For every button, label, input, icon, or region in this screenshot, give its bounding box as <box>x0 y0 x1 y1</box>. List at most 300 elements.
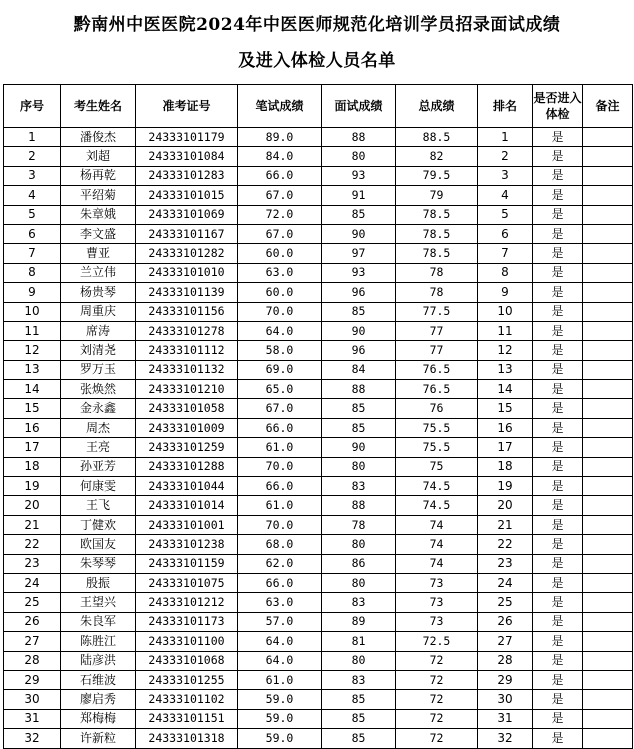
cell-rank: 5 <box>478 205 533 224</box>
table-row <box>4 709 633 728</box>
cell-medical-exam: 是 <box>533 670 583 689</box>
cell-rank: 9 <box>478 283 533 302</box>
cell-written-score: 66.0 <box>238 166 322 185</box>
cell-index: 30 <box>4 690 61 709</box>
table-row <box>4 263 633 282</box>
cell-exam-id: 24333101069 <box>136 205 238 224</box>
cell-interview-score: 80 <box>322 651 396 670</box>
table-row <box>4 224 633 243</box>
cell-remarks <box>583 496 633 515</box>
cell-exam-id: 24333101001 <box>136 515 238 534</box>
cell-rank: 22 <box>478 535 533 554</box>
cell-index: 17 <box>4 438 61 457</box>
cell-name: 平绍菊 <box>61 186 136 205</box>
cell-medical-exam: 是 <box>533 535 583 554</box>
cell-written-score: 66.0 <box>238 418 322 437</box>
cell-medical-exam: 是 <box>533 438 583 457</box>
cell-rank: 8 <box>478 263 533 282</box>
cell-index: 27 <box>4 632 61 651</box>
cell-name: 许新粒 <box>61 729 136 748</box>
cell-exam-id: 24333101084 <box>136 147 238 166</box>
cell-name: 丁健欢 <box>61 515 136 534</box>
cell-name: 朱章娥 <box>61 205 136 224</box>
cell-interview-score: 93 <box>322 166 396 185</box>
cell-index: 13 <box>4 360 61 379</box>
results-table <box>3 84 633 749</box>
cell-interview-score: 90 <box>322 321 396 340</box>
cell-written-score: 63.0 <box>238 263 322 282</box>
cell-medical-exam: 是 <box>533 515 583 534</box>
cell-remarks <box>583 438 633 457</box>
cell-rank: 13 <box>478 360 533 379</box>
cell-medical-exam: 是 <box>533 205 583 224</box>
cell-index: 28 <box>4 651 61 670</box>
cell-exam-id: 24333101100 <box>136 632 238 651</box>
cell-written-score: 68.0 <box>238 535 322 554</box>
cell-medical-exam: 是 <box>533 593 583 612</box>
cell-written-score: 61.0 <box>238 496 322 515</box>
table-row <box>4 186 633 205</box>
cell-rank: 7 <box>478 244 533 263</box>
cell-remarks <box>583 128 633 147</box>
cell-exam-id: 24333101278 <box>136 321 238 340</box>
cell-written-score: 64.0 <box>238 651 322 670</box>
cell-name: 孙亚芳 <box>61 457 136 476</box>
cell-total-score: 78 <box>396 263 478 282</box>
table-row <box>4 418 633 437</box>
cell-total-score: 76.5 <box>396 380 478 399</box>
cell-total-score: 82 <box>396 147 478 166</box>
cell-rank: 27 <box>478 632 533 651</box>
table-row <box>4 283 633 302</box>
table-row <box>4 670 633 689</box>
cell-interview-score: 90 <box>322 438 396 457</box>
cell-rank: 26 <box>478 612 533 631</box>
cell-remarks <box>583 418 633 437</box>
cell-total-score: 76 <box>396 399 478 418</box>
cell-interview-score: 96 <box>322 283 396 302</box>
cell-medical-exam: 是 <box>533 457 583 476</box>
cell-medical-exam: 是 <box>533 651 583 670</box>
table-row <box>4 360 633 379</box>
cell-rank: 16 <box>478 418 533 437</box>
cell-total-score: 72.5 <box>396 632 478 651</box>
table-row <box>4 612 633 631</box>
table-row <box>4 244 633 263</box>
cell-rank: 25 <box>478 593 533 612</box>
cell-written-score: 57.0 <box>238 612 322 631</box>
cell-index: 20 <box>4 496 61 515</box>
cell-index: 1 <box>4 128 61 147</box>
cell-name: 兰立伟 <box>61 263 136 282</box>
table-row <box>4 302 633 321</box>
cell-name: 陈胜江 <box>61 632 136 651</box>
cell-remarks <box>583 399 633 418</box>
cell-written-score: 60.0 <box>238 283 322 302</box>
cell-index: 25 <box>4 593 61 612</box>
cell-written-score: 61.0 <box>238 438 322 457</box>
cell-interview-score: 85 <box>322 302 396 321</box>
cell-written-score: 59.0 <box>238 709 322 728</box>
cell-index: 5 <box>4 205 61 224</box>
table-row <box>4 166 633 185</box>
cell-exam-id: 24333101151 <box>136 709 238 728</box>
cell-medical-exam: 是 <box>533 244 583 263</box>
cell-remarks <box>583 380 633 399</box>
cell-rank: 6 <box>478 224 533 243</box>
cell-interview-score: 83 <box>322 670 396 689</box>
cell-name: 杨再乾 <box>61 166 136 185</box>
cell-exam-id: 24333101167 <box>136 224 238 243</box>
cell-index: 7 <box>4 244 61 263</box>
page-subtitle: 及进入体检人员名单 <box>238 51 396 71</box>
cell-rank: 17 <box>478 438 533 457</box>
cell-name: 何康雯 <box>61 477 136 496</box>
cell-exam-id: 24333101058 <box>136 399 238 418</box>
table-body <box>4 128 633 749</box>
cell-index: 23 <box>4 554 61 573</box>
cell-interview-score: 80 <box>322 457 396 476</box>
cell-total-score: 77 <box>396 341 478 360</box>
cell-exam-id: 24333101068 <box>136 651 238 670</box>
cell-name: 郑梅梅 <box>61 709 136 728</box>
cell-remarks <box>583 147 633 166</box>
cell-remarks <box>583 302 633 321</box>
cell-rank: 4 <box>478 186 533 205</box>
cell-total-score: 88.5 <box>396 128 478 147</box>
cell-rank: 12 <box>478 341 533 360</box>
cell-index: 16 <box>4 418 61 437</box>
cell-written-score: 69.0 <box>238 360 322 379</box>
table-row <box>4 477 633 496</box>
cell-interview-score: 81 <box>322 632 396 651</box>
cell-written-score: 66.0 <box>238 573 322 592</box>
cell-total-score: 74 <box>396 554 478 573</box>
cell-interview-score: 83 <box>322 593 396 612</box>
cell-written-score: 67.0 <box>238 224 322 243</box>
cell-medical-exam: 是 <box>533 612 583 631</box>
table-row <box>4 690 633 709</box>
cell-total-score: 73 <box>396 593 478 612</box>
cell-name: 周杰 <box>61 418 136 437</box>
page-title: 黔南州中医医院2024年中医医师规范化培训学员招录面试成绩 <box>73 15 561 35</box>
cell-interview-score: 90 <box>322 224 396 243</box>
cell-exam-id: 24333101318 <box>136 729 238 748</box>
cell-interview-score: 80 <box>322 535 396 554</box>
cell-name: 王望兴 <box>61 593 136 612</box>
col-header-remarks: 备注 <box>583 85 633 128</box>
cell-interview-score: 97 <box>322 244 396 263</box>
cell-interview-score: 85 <box>322 205 396 224</box>
cell-rank: 23 <box>478 554 533 573</box>
cell-interview-score: 85 <box>322 729 396 748</box>
cell-medical-exam: 是 <box>533 341 583 360</box>
cell-exam-id: 24333101009 <box>136 418 238 437</box>
cell-interview-score: 85 <box>322 709 396 728</box>
cell-written-score: 63.0 <box>238 593 322 612</box>
col-header-medical-exam: 是否进入体检 <box>533 85 583 128</box>
cell-written-score: 67.0 <box>238 399 322 418</box>
cell-name: 陆彦洪 <box>61 651 136 670</box>
cell-total-score: 78.5 <box>396 224 478 243</box>
cell-written-score: 65.0 <box>238 380 322 399</box>
cell-name: 刘清尧 <box>61 341 136 360</box>
cell-rank: 21 <box>478 515 533 534</box>
table-row <box>4 535 633 554</box>
cell-name: 欧国友 <box>61 535 136 554</box>
cell-written-score: 60.0 <box>238 244 322 263</box>
cell-remarks <box>583 477 633 496</box>
cell-written-score: 64.0 <box>238 321 322 340</box>
cell-exam-id: 24333101014 <box>136 496 238 515</box>
cell-remarks <box>583 244 633 263</box>
cell-exam-id: 24333101156 <box>136 302 238 321</box>
cell-written-score: 66.0 <box>238 477 322 496</box>
cell-exam-id: 24333101044 <box>136 477 238 496</box>
cell-written-score: 84.0 <box>238 147 322 166</box>
cell-rank: 14 <box>478 380 533 399</box>
cell-remarks <box>583 341 633 360</box>
cell-remarks <box>583 612 633 631</box>
cell-interview-score: 88 <box>322 128 396 147</box>
cell-interview-score: 88 <box>322 380 396 399</box>
cell-index: 3 <box>4 166 61 185</box>
table-row <box>4 632 633 651</box>
cell-index: 2 <box>4 147 61 166</box>
cell-remarks <box>583 360 633 379</box>
col-header-total-score: 总成绩 <box>396 85 478 128</box>
cell-interview-score: 91 <box>322 186 396 205</box>
cell-medical-exam: 是 <box>533 554 583 573</box>
cell-name: 席涛 <box>61 321 136 340</box>
cell-written-score: 59.0 <box>238 690 322 709</box>
cell-medical-exam: 是 <box>533 128 583 147</box>
cell-interview-score: 88 <box>322 496 396 515</box>
table-row <box>4 205 633 224</box>
cell-rank: 29 <box>478 670 533 689</box>
cell-medical-exam: 是 <box>533 380 583 399</box>
cell-total-score: 72 <box>396 709 478 728</box>
cell-index: 29 <box>4 670 61 689</box>
cell-exam-id: 24333101255 <box>136 670 238 689</box>
cell-exam-id: 24333101010 <box>136 263 238 282</box>
cell-name: 李文盛 <box>61 224 136 243</box>
cell-total-score: 74.5 <box>396 496 478 515</box>
cell-total-score: 74.5 <box>396 477 478 496</box>
cell-medical-exam: 是 <box>533 283 583 302</box>
cell-index: 18 <box>4 457 61 476</box>
cell-remarks <box>583 457 633 476</box>
cell-interview-score: 86 <box>322 554 396 573</box>
table-row <box>4 729 633 748</box>
cell-written-score: 70.0 <box>238 515 322 534</box>
cell-written-score: 64.0 <box>238 632 322 651</box>
cell-total-score: 72 <box>396 690 478 709</box>
table-row <box>4 593 633 612</box>
cell-remarks <box>583 321 633 340</box>
cell-remarks <box>583 186 633 205</box>
cell-medical-exam: 是 <box>533 166 583 185</box>
cell-name: 刘超 <box>61 147 136 166</box>
table-row <box>4 321 633 340</box>
cell-written-score: 58.0 <box>238 341 322 360</box>
cell-index: 21 <box>4 515 61 534</box>
cell-rank: 1 <box>478 128 533 147</box>
cell-name: 朱良军 <box>61 612 136 631</box>
cell-index: 9 <box>4 283 61 302</box>
cell-total-score: 75.5 <box>396 438 478 457</box>
cell-written-score: 89.0 <box>238 128 322 147</box>
table-row <box>4 515 633 534</box>
cell-remarks <box>583 651 633 670</box>
cell-name: 王亮 <box>61 438 136 457</box>
cell-written-score: 62.0 <box>238 554 322 573</box>
cell-name: 王飞 <box>61 496 136 515</box>
cell-medical-exam: 是 <box>533 709 583 728</box>
cell-index: 10 <box>4 302 61 321</box>
cell-exam-id: 24333101283 <box>136 166 238 185</box>
cell-total-score: 75 <box>396 457 478 476</box>
table-row <box>4 380 633 399</box>
table-row <box>4 554 633 573</box>
cell-medical-exam: 是 <box>533 147 583 166</box>
cell-rank: 30 <box>478 690 533 709</box>
cell-exam-id: 24333101112 <box>136 341 238 360</box>
cell-medical-exam: 是 <box>533 399 583 418</box>
cell-exam-id: 24333101159 <box>136 554 238 573</box>
col-header-rank: 排名 <box>478 85 533 128</box>
cell-name: 张焕然 <box>61 380 136 399</box>
cell-name: 石维波 <box>61 670 136 689</box>
cell-remarks <box>583 593 633 612</box>
table-row <box>4 341 633 360</box>
cell-rank: 10 <box>478 302 533 321</box>
cell-medical-exam: 是 <box>533 573 583 592</box>
cell-interview-score: 96 <box>322 341 396 360</box>
cell-exam-id: 24333101075 <box>136 573 238 592</box>
cell-written-score: 70.0 <box>238 302 322 321</box>
cell-total-score: 73 <box>396 573 478 592</box>
cell-rank: 2 <box>478 147 533 166</box>
cell-written-score: 70.0 <box>238 457 322 476</box>
cell-rank: 24 <box>478 573 533 592</box>
cell-remarks <box>583 670 633 689</box>
cell-index: 15 <box>4 399 61 418</box>
col-header-interview-score: 面试成绩 <box>322 85 396 128</box>
col-header-index: 序号 <box>4 85 61 128</box>
cell-name: 朱琴琴 <box>61 554 136 573</box>
cell-written-score: 59.0 <box>238 729 322 748</box>
cell-name: 廖启秀 <box>61 690 136 709</box>
cell-exam-id: 24333101210 <box>136 380 238 399</box>
cell-written-score: 72.0 <box>238 205 322 224</box>
cell-rank: 11 <box>478 321 533 340</box>
table-row <box>4 147 633 166</box>
cell-exam-id: 24333101173 <box>136 612 238 631</box>
table-row <box>4 438 633 457</box>
cell-medical-exam: 是 <box>533 418 583 437</box>
cell-medical-exam: 是 <box>533 321 583 340</box>
cell-interview-score: 83 <box>322 477 396 496</box>
cell-index: 26 <box>4 612 61 631</box>
cell-interview-score: 80 <box>322 573 396 592</box>
cell-index: 12 <box>4 341 61 360</box>
cell-name: 曹亚 <box>61 244 136 263</box>
cell-total-score: 77 <box>396 321 478 340</box>
cell-total-score: 72 <box>396 670 478 689</box>
cell-interview-score: 78 <box>322 515 396 534</box>
cell-remarks <box>583 535 633 554</box>
cell-interview-score: 80 <box>322 147 396 166</box>
cell-name: 殷振 <box>61 573 136 592</box>
cell-exam-id: 24333101288 <box>136 457 238 476</box>
cell-interview-score: 85 <box>322 399 396 418</box>
cell-rank: 19 <box>478 477 533 496</box>
cell-total-score: 72 <box>396 651 478 670</box>
cell-medical-exam: 是 <box>533 186 583 205</box>
cell-interview-score: 93 <box>322 263 396 282</box>
cell-remarks <box>583 283 633 302</box>
cell-rank: 28 <box>478 651 533 670</box>
cell-medical-exam: 是 <box>533 729 583 748</box>
cell-index: 11 <box>4 321 61 340</box>
cell-medical-exam: 是 <box>533 360 583 379</box>
cell-name: 周重庆 <box>61 302 136 321</box>
cell-medical-exam: 是 <box>533 690 583 709</box>
cell-interview-score: 84 <box>322 360 396 379</box>
cell-exam-id: 24333101015 <box>136 186 238 205</box>
cell-remarks <box>583 263 633 282</box>
cell-medical-exam: 是 <box>533 224 583 243</box>
cell-total-score: 72 <box>396 729 478 748</box>
table-row <box>4 128 633 147</box>
table-row <box>4 573 633 592</box>
cell-total-score: 78 <box>396 283 478 302</box>
cell-medical-exam: 是 <box>533 496 583 515</box>
cell-exam-id: 24333101102 <box>136 690 238 709</box>
cell-medical-exam: 是 <box>533 477 583 496</box>
cell-written-score: 61.0 <box>238 670 322 689</box>
cell-medical-exam: 是 <box>533 632 583 651</box>
table-row <box>4 651 633 670</box>
cell-total-score: 78.5 <box>396 244 478 263</box>
cell-exam-id: 24333101212 <box>136 593 238 612</box>
cell-remarks <box>583 554 633 573</box>
cell-index: 8 <box>4 263 61 282</box>
cell-exam-id: 24333101139 <box>136 283 238 302</box>
cell-index: 22 <box>4 535 61 554</box>
cell-interview-score: 85 <box>322 418 396 437</box>
table-header-row <box>4 85 633 128</box>
cell-remarks <box>583 224 633 243</box>
cell-total-score: 77.5 <box>396 302 478 321</box>
cell-remarks <box>583 632 633 651</box>
cell-exam-id: 24333101238 <box>136 535 238 554</box>
cell-total-score: 75.5 <box>396 418 478 437</box>
cell-interview-score: 89 <box>322 612 396 631</box>
cell-exam-id: 24333101132 <box>136 360 238 379</box>
cell-total-score: 78.5 <box>396 205 478 224</box>
col-header-exam-id: 准考证号 <box>136 85 238 128</box>
cell-medical-exam: 是 <box>533 263 583 282</box>
cell-remarks <box>583 690 633 709</box>
cell-remarks <box>583 729 633 748</box>
cell-remarks <box>583 573 633 592</box>
cell-total-score: 79.5 <box>396 166 478 185</box>
cell-total-score: 74 <box>396 535 478 554</box>
cell-index: 4 <box>4 186 61 205</box>
cell-index: 14 <box>4 380 61 399</box>
